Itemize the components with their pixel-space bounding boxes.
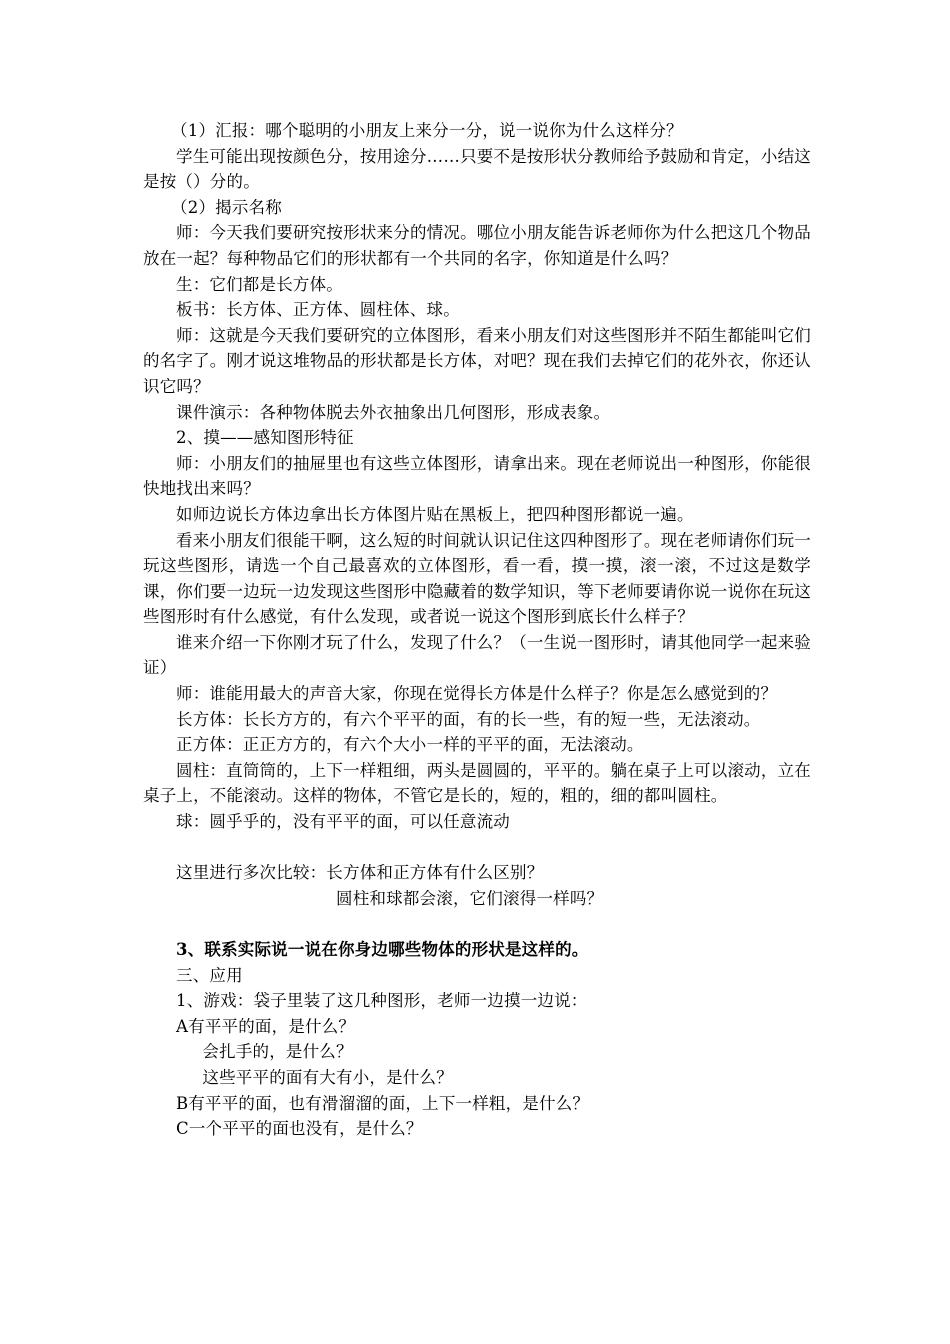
introduce-paragraph: 谁来介绍一下你刚才玩了什么，发现了什么？（一生说一图形时，请其他同学一起来验证） bbox=[143, 632, 811, 678]
blank-line bbox=[143, 835, 811, 861]
teacher-intro-paragraph: 师：这就是今天我们要研究的立体图形，看来小朋友们对这些图形并不陌生都能叫它们的名字了。刚才说这堆物品的形状都是长方体，对吧？现在我们去掉它们的花外衣，你还认识它吗？ bbox=[143, 325, 811, 396]
reveal-names-heading: （2）揭示名称 bbox=[171, 197, 282, 217]
play-instructions-paragraph: 看来小朋友们很能干啊，这么短的时间就认识记住这四种图形了。现在老师请你们玩一玩这些图形，请选一个自己最喜欢的立体图形，看一看，摸一摸，滚一滚，不过这是数学课，你们要一边玩一边发现这些图形中隐藏着的数学知识，等下老师要请你说一说你在玩这些图形时有什么感觉，有什么发现，或者说一说这个图形到底长什么样子？ bbox=[143, 530, 811, 627]
sphere-description: 球：圆乎乎的，没有平平的面，可以任意流动 bbox=[176, 812, 510, 832]
courseware-paragraph: 课件演示：各种物体脱去外衣抽象出几何图形，形成表象。 bbox=[176, 402, 611, 422]
document-page bbox=[143, 118, 811, 1142]
student-answer-paragraph: 生：它们都是长方体。 bbox=[176, 274, 343, 294]
game-heading: 1、游戏：袋子里装了这几种图形，老师一边摸一边说： bbox=[176, 991, 588, 1011]
student-grouping-paragraph: 学生可能出现按颜色分，按用途分……只要不是按形状分教师给予鼓励和肯定，小结这是按（）分的。 bbox=[143, 146, 811, 192]
riddle-a: A有平平的面，是什么？ bbox=[176, 1016, 356, 1036]
blackboard-paragraph: 板书：长方体、正方体、圆柱体、球。 bbox=[176, 300, 460, 320]
cuboid-description: 长方体：长长方方的，有六个平平的面，有的长一些，有的短一些，无法滚动。 bbox=[176, 709, 761, 729]
teacher-drawer-paragraph: 师：小朋友们的抽屉里也有这些立体图形，请拿出来。现在老师说出一种图形，你能很快地找出来吗？ bbox=[143, 453, 811, 499]
cube-description: 正方体：正正方方的，有六个大小一样的平平的面，无法滚动。 bbox=[176, 735, 644, 755]
teacher-cuboid-question-paragraph: 师：谁能用最大的声音大家，你现在觉得长方体是什么样子？你是怎么感觉到的？ bbox=[176, 684, 778, 704]
comparison-line-2: 圆柱和球都会滚，它们滚得一样吗？ bbox=[336, 888, 604, 908]
example-paragraph: 如师边说长方体边拿出长方体图片贴在黑板上，把四种图形都说一遍。 bbox=[176, 504, 694, 524]
riddle-a-3: 这些平平的面有大有小，是什么？ bbox=[202, 1067, 453, 1087]
cylinder-description: 圆柱：直筒筒的，上下一样粗细，两头是圆圆的，平平的。躺在桌子上可以滚动，立在桌子上，不能滚动。这样的物体，不管它是长的，短的，粗的，细的都叫圆柱。 bbox=[143, 760, 811, 806]
riddle-b: B有平平的面，也有滑溜溜的面，上下一样粗，是什么？ bbox=[176, 1093, 590, 1113]
report-heading: （1）汇报：哪个聪明的小朋友上来分一分，说一说你为什么这样分？ bbox=[171, 121, 683, 140]
touch-section-heading: 2、摸——感知图形特征 bbox=[176, 428, 354, 448]
riddle-a-2: 会扎手的，是什么？ bbox=[202, 1042, 353, 1062]
comparison-line-1: 这里进行多次比较：长方体和正方体有什么区别？ bbox=[176, 863, 544, 883]
teacher-question-paragraph: 师：今天我们要研究按形状来分的情况。哪位小朋友能告诉老师你为什么把这几个物品放在一起？每种物品它们的形状都有一个共同的名字，你知道是什么吗？ bbox=[143, 223, 811, 268]
riddle-c: C一个平平的面也没有，是什么？ bbox=[176, 1119, 423, 1139]
real-life-heading: 3、联系实际说一说在你身边哪些物体的形状是这样的。 bbox=[176, 940, 589, 959]
blank-line bbox=[143, 911, 811, 937]
application-heading: 三、应用 bbox=[176, 965, 243, 985]
